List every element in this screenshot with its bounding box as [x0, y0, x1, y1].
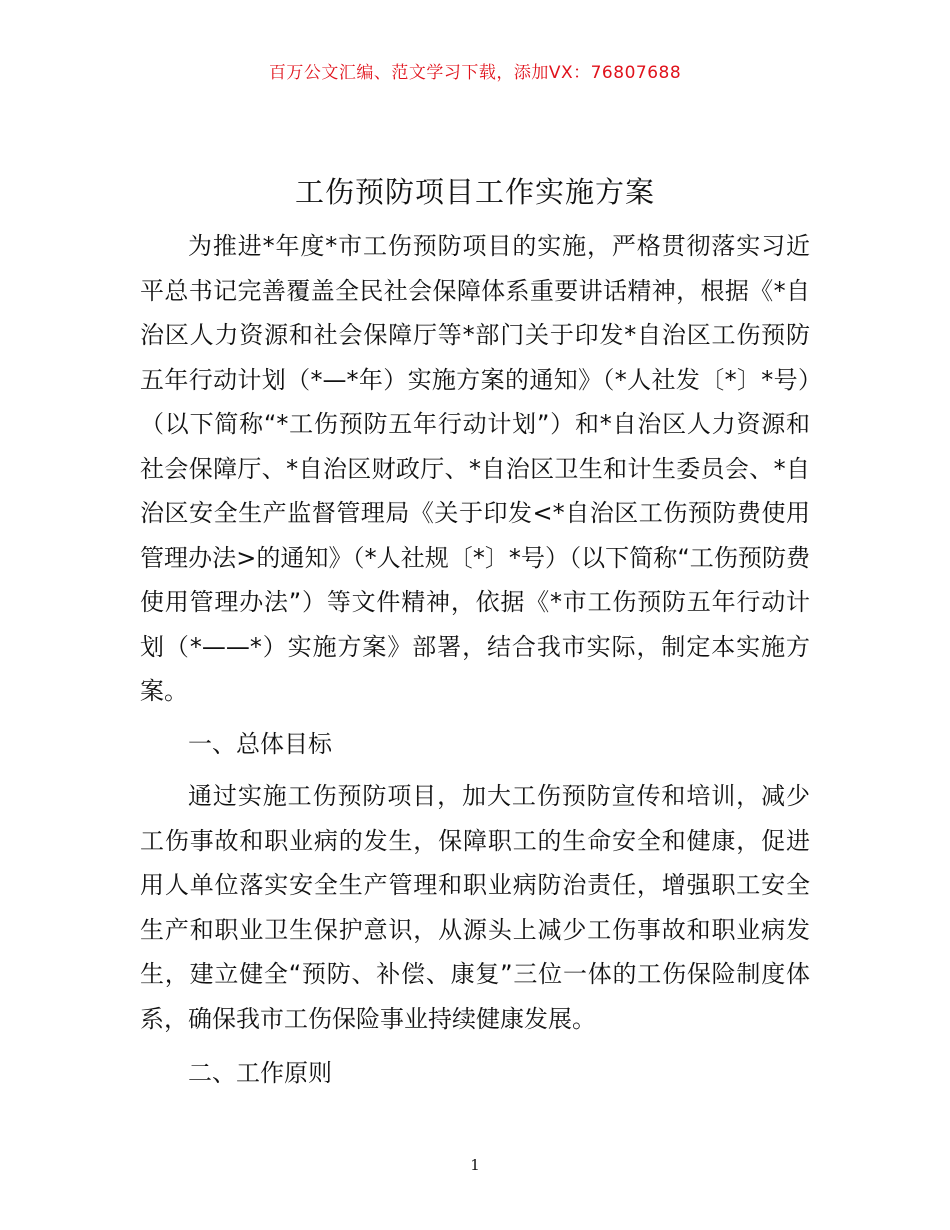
overall-goal-paragraph: 通过实施工伤预防项目，加大工伤预防宣传和培训，减少工伤事故和职业病的发生，保障职工的生命安全和健康，促进用人单位落实安全生产管理和职业病防治责任，增强职工安全生产和职业卫生保护意识，从源头上减少工伤事故和职业病发生，建立健全“预防、补偿、康复”三位一体的工伤保险制度体系，确保我市工伤保险事业持续健康发展。 [140, 782, 810, 1033]
section-heading-overall-goal: 一、总体目标 [188, 729, 332, 758]
header-watermark-note: 百万公文汇编、范文学习下载，添加VX：76807688 [268, 63, 682, 83]
section-heading-work-principles: 二、工作原则 [188, 1059, 332, 1087]
document-title: 工伤预防项目工作实施方案 [294, 175, 655, 209]
intro-paragraph: 为推进*年度*市工伤预防项目的实施，严格贯彻落实习近平总书记完善覆盖全民社会保障体系重要讲话精神，根据《*自治区人力资源和社会保障厅等*部门关于印发*自治区工伤预防五年行动计划（*—*年）实施方案的通知》（*人社发〔*〕*号）（以下简称“*工伤预防五年行动计划”）和*自治区人力资源和社会保障厅、*自治区财政厅、*自治区卫生和计生委员会、*自治区安全生产监督管理局《关于印发<*自治区工伤预防费使用管理办法>的通知》（*人社规〔*〕*号）（以下简称“工伤预防费使用管理办法”）等文件精神，依据《*市工伤预防五年行动计划（*——*）实施方案》部署，结合我市实际，制定本实施方案。 [140, 232, 810, 705]
page-number: 1 [470, 1156, 480, 1174]
document-body [140, 224, 810, 1096]
